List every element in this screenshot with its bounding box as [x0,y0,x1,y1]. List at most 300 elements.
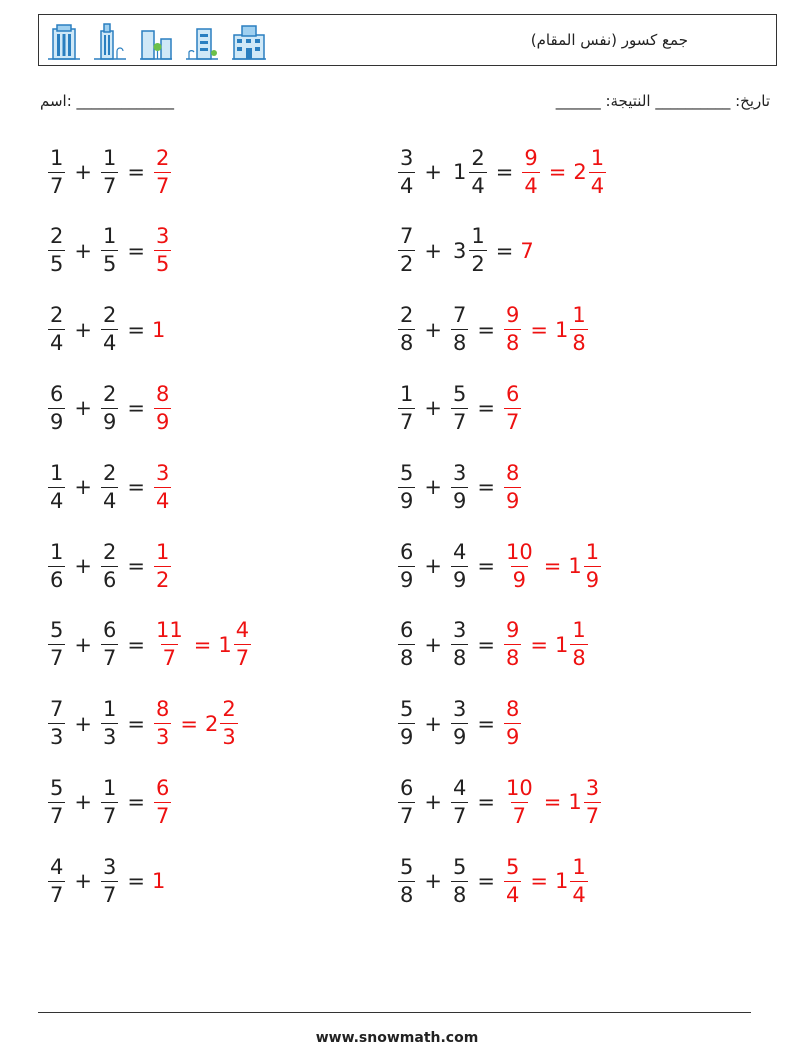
answer-equals-sign: = [530,869,548,894]
numerator: 7 [400,224,414,249]
term [46,699,67,748]
plus-sign: + [424,554,442,578]
problem-row [46,222,173,280]
denominator: 9 [50,409,64,434]
whole-number: 3 [452,238,467,263]
answer [502,305,590,354]
equals-sign: = [127,396,145,421]
numerator: 2 [102,460,117,485]
answer [502,381,523,434]
denominator: 4 [50,488,64,513]
problem-row [46,852,165,910]
answer [152,145,173,198]
fraction [48,226,65,275]
term [396,145,417,198]
numerator: 2 [50,303,64,328]
denominator: 7 [235,646,250,671]
fraction [451,620,468,669]
fraction [451,775,468,828]
date-score-field: ______ :تاريخ: __________ النتيجة [555,92,770,110]
equals-sign: = [127,632,145,657]
fraction [584,775,601,828]
footer-divider [38,1012,751,1013]
building-icon [47,21,81,61]
fraction [154,381,171,434]
name-field: اسم: _____________ [40,92,175,110]
denominator: 4 [524,173,538,198]
numerator: 6 [155,775,170,800]
fraction [522,145,539,198]
fraction [220,699,237,748]
denominator: 9 [400,488,414,513]
denominator: 8 [400,882,414,907]
numerator: 1 [572,303,586,328]
term [99,145,120,198]
numerator: 4 [452,775,467,800]
denominator: 5 [155,252,170,277]
denominator: 4 [572,882,586,907]
problem-row [396,301,590,359]
fraction [589,145,606,198]
answer [152,381,173,434]
fraction [504,460,521,513]
denominator: 7 [452,409,467,434]
numerator: 6 [50,381,64,406]
term [396,226,417,275]
answer [152,699,240,748]
numerator: 2 [102,539,117,564]
term [396,381,417,434]
denominator: 4 [505,882,520,907]
fraction [48,539,65,592]
problem-row [396,222,534,280]
answer [152,318,165,342]
denominator: 8 [452,331,467,356]
fraction [451,305,468,354]
numerator: 4 [235,618,250,643]
fraction [504,775,535,828]
fraction [154,460,171,513]
fraction [398,699,415,748]
worksheet-title: جمع كسور (نفس المقام) [530,31,688,49]
plus-sign: + [74,711,92,736]
term [99,539,120,592]
equals-sign: = [477,790,495,815]
term [99,699,120,748]
denominator: 9 [400,725,414,750]
numerator: 1 [572,618,586,643]
numerator: 1 [155,539,170,564]
answer [502,620,590,669]
numerator: 2 [102,303,117,328]
answer [152,620,253,669]
numerator: 1 [572,854,586,879]
plus-sign: + [74,238,92,263]
numerator: 2 [400,303,414,328]
numerator: 8 [505,460,520,485]
numerator: 1 [102,224,117,249]
denominator: 8 [452,646,467,671]
numerator: 11 [155,618,183,643]
denominator: 8 [400,331,414,356]
answer [502,775,603,828]
fraction [48,381,65,434]
fraction [504,854,521,907]
numerator: 1 [471,224,485,249]
office-park-icon [139,21,173,61]
answer-equals-sign: = [530,632,548,657]
equals-sign: = [127,475,145,500]
problem-row [396,458,523,516]
numerator: 2 [50,224,64,249]
denominator: 5 [50,252,64,277]
term [396,305,417,354]
fraction [101,620,118,669]
numerator: 2 [155,145,170,170]
numerator: 6 [505,381,520,406]
term [46,226,67,275]
fraction [154,699,171,748]
fraction [469,226,486,275]
term [46,145,67,198]
denominator: 8 [572,646,586,671]
plus-sign: + [424,475,442,500]
numerator: 5 [50,775,64,800]
street-building-icon [185,21,219,61]
answer-mixed-whole: 2 [204,711,219,736]
numerator: 3 [400,145,414,170]
numerator: 9 [524,145,538,170]
equals-sign: = [477,317,495,342]
denominator: 6 [50,567,64,592]
numerator: 1 [102,145,117,170]
term [46,305,67,354]
equals-sign: = [477,396,495,421]
equals-sign: = [127,790,145,815]
plus-sign: + [424,238,442,263]
fraction [504,305,521,354]
fraction [101,381,118,434]
term [46,620,67,669]
tower-icon [93,21,127,61]
denominator: 3 [50,725,64,750]
numerator: 10 [505,539,533,564]
fraction [48,775,65,828]
answer [152,869,165,893]
numerator: 8 [155,381,170,406]
answer-mixed-whole: 1 [554,869,569,894]
fraction [398,460,415,513]
numerator: 2 [471,145,485,170]
denominator: 9 [452,725,467,750]
fraction [469,145,486,198]
answer [152,539,173,592]
term [99,460,120,513]
fraction [101,305,118,354]
answer-mixed-whole: 1 [554,317,569,342]
problem-row [396,537,603,595]
equals-sign: = [477,711,495,736]
fraction [451,381,468,434]
term [396,854,417,907]
fraction [398,305,415,354]
fraction [398,775,415,828]
plus-sign: + [424,632,442,657]
numerator: 1 [585,539,600,564]
denominator: 7 [162,646,177,671]
equals-sign: = [127,711,145,736]
numerator: 1 [50,145,64,170]
problem-row [46,379,173,437]
plus-sign: + [424,317,442,342]
denominator: 9 [452,488,467,513]
fraction [451,539,468,592]
numerator: 9 [505,618,520,643]
numerator: 6 [400,775,414,800]
denominator: 9 [400,567,414,592]
numerator: 8 [155,697,170,722]
footer-url: www.snowmath.com [315,1030,479,1046]
fraction [504,539,535,592]
numerator: 5 [452,381,467,406]
denominator: 7 [452,803,467,828]
answer-mixed-whole: 1 [568,790,582,815]
fraction [48,305,65,354]
denominator: 3 [155,725,170,750]
fraction [101,145,118,198]
denominator: 7 [50,803,64,828]
denominator: 3 [222,725,236,750]
numerator: 8 [505,697,520,722]
denominator: 7 [505,409,520,434]
numerator: 6 [400,618,414,643]
denominator: 9 [505,725,520,750]
denominator: 7 [155,803,170,828]
numerator: 6 [400,539,414,564]
fraction [101,460,118,513]
denominator: 4 [102,331,117,356]
fraction [570,620,587,669]
problem-row [46,616,253,674]
plus-sign: + [424,711,442,736]
answer-equals-sign: = [543,790,562,815]
plus-sign: + [74,317,92,342]
fraction [154,620,185,669]
term [449,854,470,907]
denominator: 7 [102,882,117,907]
denominator: 7 [512,803,527,828]
fraction [101,854,118,907]
term [99,305,120,354]
plus-sign: + [74,790,92,815]
fraction [154,775,171,828]
term [449,620,470,669]
numerator: 2 [102,381,117,406]
term [449,539,470,592]
answer-mixed-whole: 1 [568,554,582,578]
denominator: 4 [102,488,117,513]
equals-sign: = [477,869,495,894]
answer [502,854,590,907]
term [396,775,417,828]
answer [502,460,523,513]
answer-mixed-whole: 1 [554,632,569,657]
problem-row [396,616,590,674]
equals-sign: = [127,160,145,184]
plus-sign: + [424,396,442,421]
plus-sign: + [74,869,92,894]
fraction [48,460,65,513]
term [449,145,489,198]
denominator: 9 [452,567,467,592]
fraction [101,775,118,828]
denominator: 7 [155,173,170,198]
fraction [154,145,171,198]
denominator: 9 [155,409,170,434]
fraction [451,699,468,748]
numerator: 3 [102,854,117,879]
equals-sign: = [477,632,495,657]
fraction [504,381,521,434]
denominator: 8 [572,331,586,356]
plus-sign: + [74,396,92,421]
equals-sign: = [495,238,514,263]
answer-mixed-whole: 2 [573,160,587,184]
answer-whole: 1 [151,869,166,894]
problem-row [46,301,165,359]
denominator: 7 [50,646,64,671]
term [46,460,67,513]
term [396,460,417,513]
denominator: 4 [471,173,485,198]
term [449,699,470,748]
fraction [101,699,118,748]
denominator: 2 [155,567,170,592]
fraction [504,699,521,748]
answer [502,539,603,592]
denominator: 8 [505,331,520,356]
term [99,381,120,434]
term [46,539,67,592]
denominator: 7 [585,803,600,828]
term [449,305,470,354]
problem-row [46,458,173,516]
fraction [504,620,521,669]
term [99,226,120,275]
denominator: 8 [505,646,520,671]
denominator: 7 [102,646,117,671]
denominator: 7 [50,173,64,198]
plus-sign: + [74,632,92,657]
fraction [584,539,601,592]
denominator: 4 [590,173,605,198]
fraction [398,145,415,198]
numerator: 1 [590,145,605,170]
header-icons [47,21,267,61]
plus-sign: + [74,554,92,578]
denominator: 4 [155,488,170,513]
denominator: 5 [102,252,117,277]
numerator: 7 [452,303,467,328]
answer-equals-sign: = [193,632,212,657]
denominator: 9 [585,567,600,592]
fraction [398,539,415,592]
numerator: 3 [155,224,170,249]
answer-whole: 1 [151,317,166,342]
term [449,775,470,828]
fraction [154,539,171,592]
answer [502,699,523,748]
answer-equals-sign: = [548,160,567,184]
term [46,854,67,907]
fraction [398,620,415,669]
answer-mixed-whole: 1 [218,632,232,657]
problem-row [396,773,603,831]
equals-sign: = [127,238,145,263]
answer-equals-sign: = [543,554,562,578]
numerator: 7 [50,697,64,722]
problem-row [396,695,523,753]
numerator: 1 [400,381,414,406]
numerator: 4 [50,854,64,879]
denominator: 9 [102,409,117,434]
denominator: 6 [102,567,117,592]
fraction [570,854,587,907]
term [449,381,470,434]
fraction [48,145,65,198]
denominator: 4 [50,331,64,356]
answer-whole: 7 [520,238,534,263]
term [396,620,417,669]
term [449,460,470,513]
plus-sign: + [424,790,442,815]
problem-row [396,852,590,910]
denominator: 8 [400,646,414,671]
fraction [48,854,65,907]
answer [152,775,173,828]
numerator: 3 [452,697,467,722]
problem-row [46,143,173,201]
denominator: 7 [102,803,117,828]
numerator: 2 [222,697,236,722]
denominator: 9 [512,567,527,592]
numerator: 3 [452,618,467,643]
whole-number: 1 [452,160,467,184]
fraction [570,305,587,354]
numerator: 1 [102,775,117,800]
numerator: 5 [400,697,414,722]
plus-sign: + [74,475,92,500]
term [99,854,120,907]
numerator: 1 [102,697,117,722]
numerator: 4 [452,539,467,564]
numerator: 10 [505,775,533,800]
equals-sign: = [127,317,145,342]
denominator: 7 [102,173,117,198]
numerator: 3 [452,460,467,485]
denominator: 9 [505,488,520,513]
fraction [451,854,468,907]
term [449,226,489,275]
plus-sign: + [424,160,442,184]
problem-row [46,773,173,831]
numerator: 1 [50,460,64,485]
denominator: 7 [400,409,414,434]
numerator: 5 [400,460,414,485]
equals-sign: = [477,475,495,500]
numerator: 1 [50,539,64,564]
fraction [398,226,415,275]
